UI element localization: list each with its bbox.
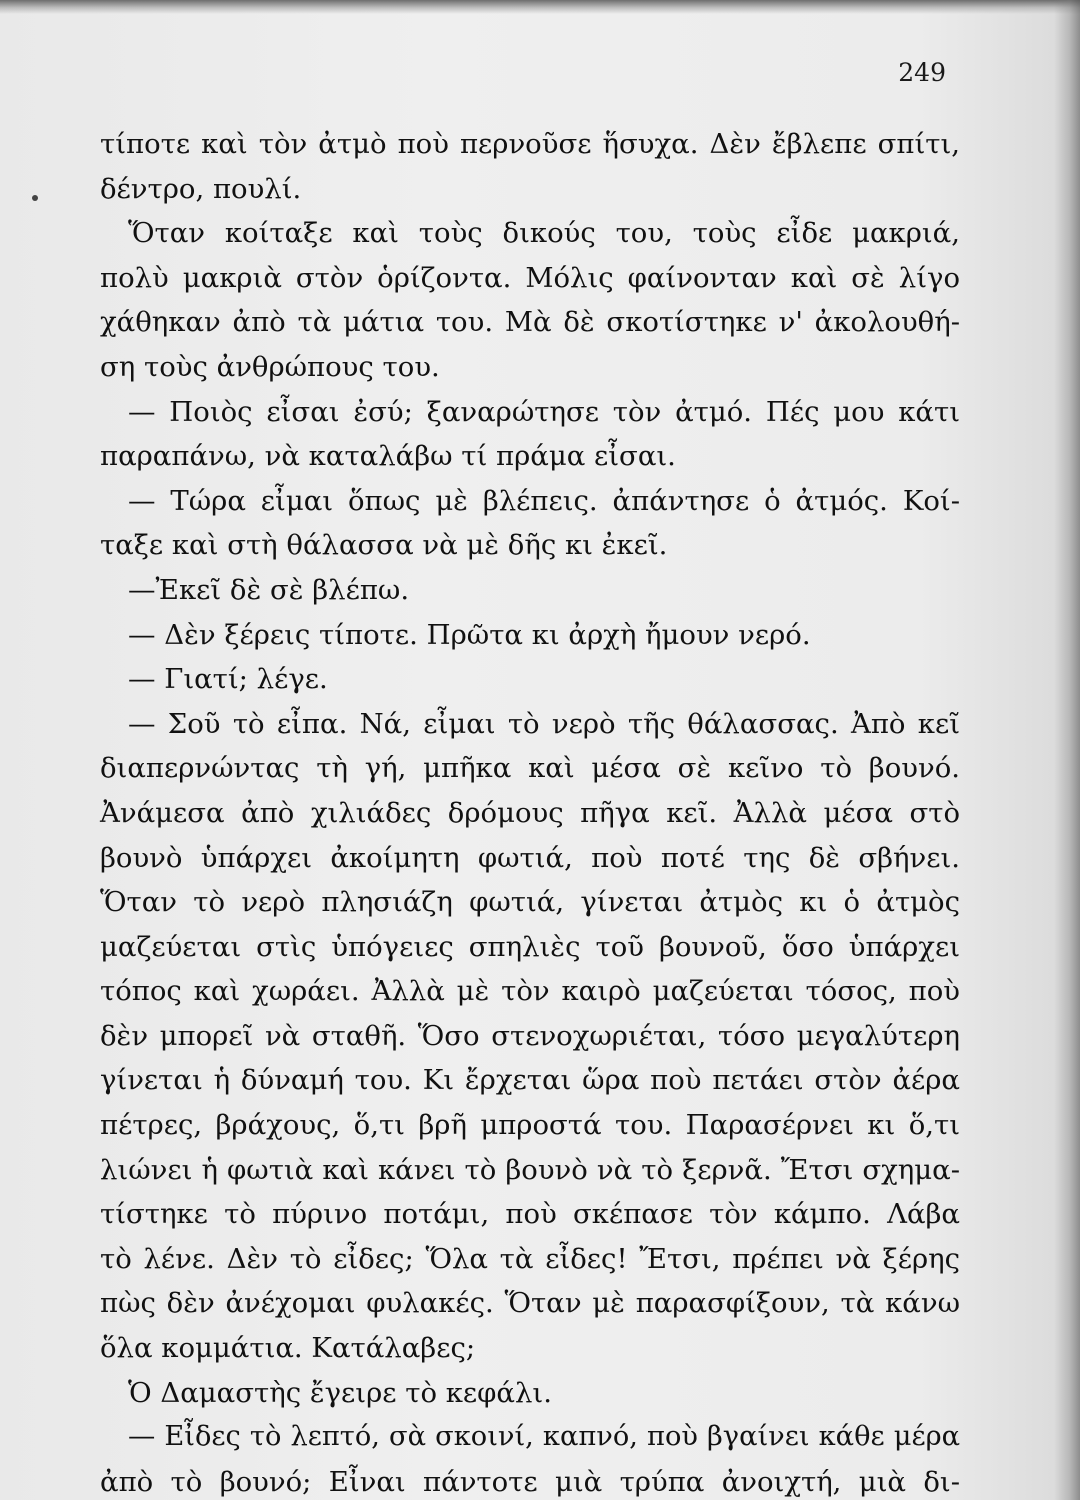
text-line: ὅλα κομμάτια. Κατάλαβες; [100,1332,476,1365]
text-line: τὸ λένε. Δὲν τὸ εἶδες; Ὅλα τὰ εἶδες! Ἔτσι, πρέπει νὰ ξέρης [100,1242,960,1275]
text-line: —Ἐκεῖ δὲ σὲ βλέπω. [128,573,410,606]
text-line: Ὁ Δαμαστὴς ἔγειρε τὸ κεφάλι. [128,1376,552,1409]
text-line: βουνὸ ὑπάρχει ἀκοίμητη φωτιά, ποὺ ποτέ της δὲ σβήνει. [100,841,960,874]
text-line: μαζεύεται στὶς ὑπόγειες σπηλιὲς τοῦ βουνοῦ, ὅσο ὑπάρχει [100,930,960,963]
text-line: ταξε καὶ στὴ θάλασσα νὰ μὲ δῆς κι ἐκεῖ. [100,529,668,562]
page-right-edge-shadow [1054,0,1080,1500]
text-line: πολὺ μακριὰ στὸν ὁρίζοντα. Μόλις φαίνονταν καὶ σὲ λίγο [100,261,960,294]
page-top-shadow [0,0,1080,14]
text-line: τίστηκε τὸ πύρινο ποτάμι, ποὺ σκέπασε τὸν κάμπο. Λάβα [100,1198,960,1231]
text-line: Ὅταν τὸ νερὸ πλησιάζη φωτιά, γίνεται ἀτμὸς κι ὁ ἀτμὸς [100,886,960,919]
body-text [100,122,960,1500]
text-line: ση τοὺς ἀνθρώπους του. [100,350,440,383]
text-line: — Σοῦ τὸ εἶπα. Νά, εἶμαι τὸ νερὸ τῆς θάλασσας. Ἀπὸ κεῖ [128,707,960,740]
text-line: — Ποιὸς εἶσαι ἐσύ; ξαναρώτησε τὸν ἀτμό. Πές μου κάτι [128,395,960,428]
ink-speck [32,195,38,201]
text-line: παραπάνω, νὰ καταλάβω τί πράμα εἶσαι. [100,440,676,473]
text-line: γίνεται ἡ δύναμή του. Κι ἔρχεται ὥρα ποὺ πετάει στὸν ἀέρα [100,1064,960,1097]
text-line: — Εἶδες τὸ λεπτό, σὰ σκοινί, καπνό, ποὺ βγαίνει κάθε μέρα [128,1421,960,1453]
text-line: χάθηκαν ἀπὸ τὰ μάτια του. Μὰ δὲ σκοτίστηκε ν' ἀκολουθή- [100,306,960,339]
text-line: — Δὲν ξέρεις τίποτε. Πρῶτα κι ἀρχὴ ἤμουν νερό. [128,618,811,651]
page-number: 249 [898,58,946,87]
text-line: διαπερνώντας τὴ γή, μπῆκα καὶ μέσα σὲ κεῖνο τὸ βουνό. [100,752,960,785]
text-line: — Τώρα εἶμαι ὅπως μὲ βλέπεις. ἀπάντησε ὁ ἀτμός. Κοί- [128,484,960,517]
text-line: πέτρες, βράχους, ὅ,τι βρῆ μπροστά του. Παρασέρνει κι ὅ,τι [100,1109,960,1142]
text-line: πὼς δὲν ἀνέχομαι φυλακές. Ὅταν μὲ παρασφίξουν, τὰ κάνω [100,1287,960,1320]
text-line: τόπος καὶ χωράει. Ἀλλὰ μὲ τὸν καιρὸ μαζεύεται τόσος, ποὺ [100,975,960,1008]
text-line: — Γιατί; λέγε. [128,663,328,696]
text-line: τίποτε καὶ τὸν ἀτμὸ ποὺ περνοῦσε ἥσυχα. Δὲν ἔβλεπε σπίτι, [100,128,960,160]
text-line: Ἀνάμεσα ἀπὸ χιλιάδες δρόμους πῆγα κεῖ. Ἀλλὰ μέσα στὸ [100,796,960,829]
text-line: λιώνει ἡ φωτιὰ καὶ κάνει τὸ βουνὸ νὰ τὸ ξερνᾶ. Ἔτσι σχημα- [100,1153,960,1186]
text-line: Ὅταν κοίταξε καὶ τοὺς δικούς του, τοὺς εἶδε μακριά, [128,217,960,250]
text-line: ἀπὸ τὸ βουνό; Εἶναι πάντοτε μιὰ τρύπα ἀνοιχτή, μιὰ δι- [100,1465,960,1498]
text-line: δέντρο, πουλί. [100,172,302,205]
text-line: δὲν μπορεῖ νὰ σταθῆ. Ὅσο στενοχωριέται, τόσο μεγαλύτερη [100,1019,960,1052]
